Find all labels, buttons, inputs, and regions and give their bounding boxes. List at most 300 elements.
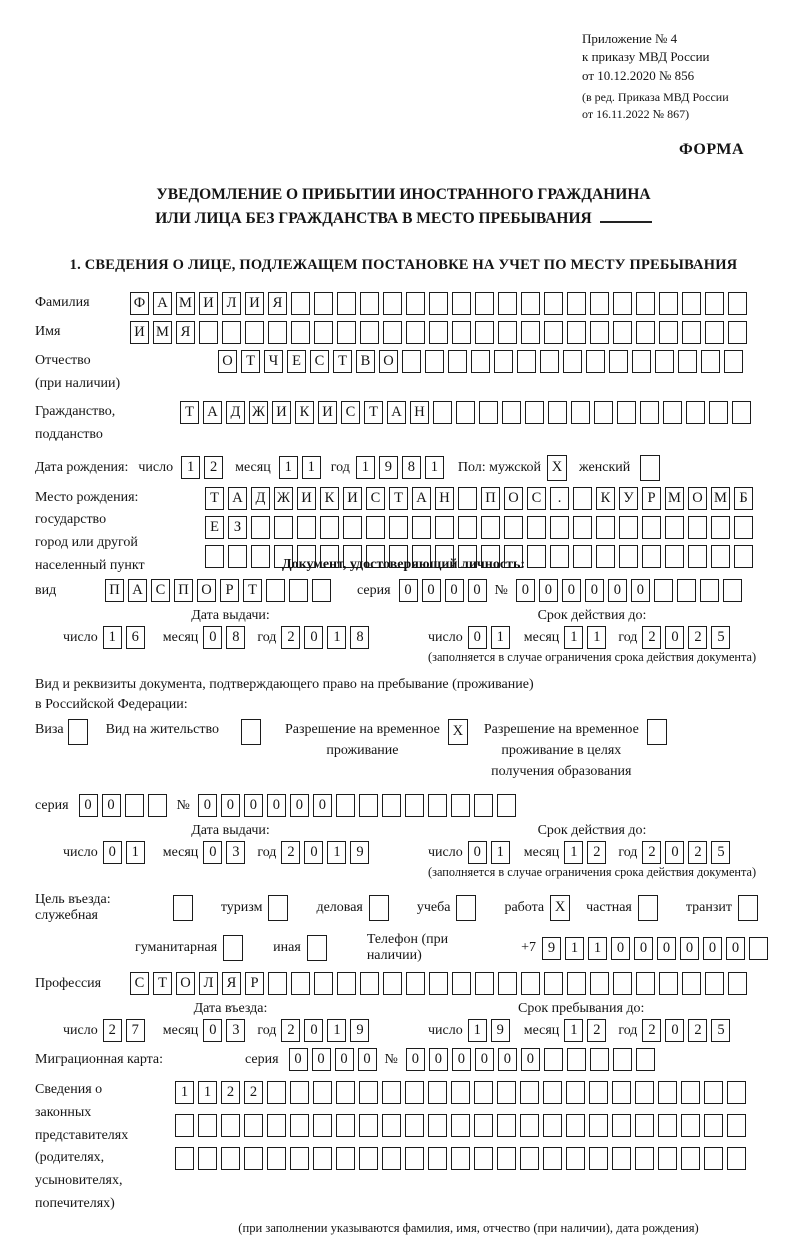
char-cell[interactable]: 0: [498, 1048, 517, 1071]
char-cell[interactable]: О: [504, 487, 523, 510]
char-cell[interactable]: 0: [680, 937, 699, 960]
char-cell[interactable]: [435, 516, 454, 539]
char-cell[interactable]: Д: [226, 401, 245, 424]
char-cell[interactable]: [474, 1147, 493, 1170]
char-cell[interactable]: Л: [199, 972, 218, 995]
char-cell[interactable]: [586, 350, 605, 373]
char-cell[interactable]: [198, 1147, 217, 1170]
char-cell[interactable]: И: [245, 292, 264, 315]
char-cell[interactable]: [268, 972, 287, 995]
char-cell[interactable]: [336, 1147, 355, 1170]
char-cell[interactable]: 0: [79, 794, 98, 817]
char-cell[interactable]: 1: [564, 1019, 583, 1042]
char-cell[interactable]: [222, 321, 241, 344]
char-cell[interactable]: 5: [711, 626, 730, 649]
char-cell[interactable]: Д: [251, 487, 270, 510]
char-cell[interactable]: [451, 1081, 470, 1104]
char-cell[interactable]: 0: [335, 1048, 354, 1071]
char-cell[interactable]: О: [379, 350, 398, 373]
char-cell[interactable]: 1: [181, 456, 200, 479]
char-cell[interactable]: [173, 895, 193, 921]
char-cell[interactable]: 0: [406, 1048, 425, 1071]
char-cell[interactable]: [412, 516, 431, 539]
char-cell[interactable]: Т: [205, 487, 224, 510]
char-cell[interactable]: 0: [608, 579, 627, 602]
char-cell[interactable]: [205, 545, 224, 568]
char-cell[interactable]: [728, 972, 747, 995]
char-cell[interactable]: [681, 1147, 700, 1170]
char-cell[interactable]: О: [218, 350, 237, 373]
char-cell[interactable]: [636, 321, 655, 344]
char-cell[interactable]: 1: [356, 456, 375, 479]
char-cell[interactable]: [366, 516, 385, 539]
char-cell[interactable]: [290, 1081, 309, 1104]
char-cell[interactable]: [428, 1081, 447, 1104]
char-cell[interactable]: [723, 579, 742, 602]
char-cell[interactable]: [223, 935, 243, 961]
char-cell[interactable]: [228, 545, 247, 568]
char-cell[interactable]: 1: [175, 1081, 194, 1104]
char-cell[interactable]: [520, 1081, 539, 1104]
char-cell[interactable]: Ф: [130, 292, 149, 315]
char-cell[interactable]: 5: [711, 1019, 730, 1042]
char-cell[interactable]: [681, 1114, 700, 1137]
char-cell[interactable]: 0: [244, 794, 263, 817]
char-cell[interactable]: [642, 545, 661, 568]
char-cell[interactable]: [540, 350, 559, 373]
char-cell[interactable]: И: [199, 292, 218, 315]
char-cell[interactable]: М: [153, 321, 172, 344]
char-cell[interactable]: 1: [279, 456, 298, 479]
char-cell[interactable]: [527, 545, 546, 568]
char-cell[interactable]: 1: [564, 841, 583, 864]
char-cell[interactable]: [619, 516, 638, 539]
char-cell[interactable]: [429, 321, 448, 344]
char-cell[interactable]: [589, 1081, 608, 1104]
char-cell[interactable]: 1: [425, 456, 444, 479]
char-cell[interactable]: [266, 579, 285, 602]
char-cell[interactable]: 0: [665, 841, 684, 864]
char-cell[interactable]: [405, 1081, 424, 1104]
char-cell[interactable]: [612, 1114, 631, 1137]
char-cell[interactable]: 9: [350, 841, 369, 864]
char-cell[interactable]: [663, 401, 682, 424]
char-cell[interactable]: [245, 321, 264, 344]
char-cell[interactable]: 9: [542, 937, 561, 960]
char-cell[interactable]: 0: [399, 579, 418, 602]
char-cell[interactable]: [382, 1147, 401, 1170]
char-cell[interactable]: [497, 1114, 516, 1137]
char-cell[interactable]: [456, 401, 475, 424]
char-cell[interactable]: [148, 794, 167, 817]
char-cell[interactable]: [711, 545, 730, 568]
char-cell[interactable]: [497, 1081, 516, 1104]
char-cell[interactable]: [471, 350, 490, 373]
char-cell[interactable]: [474, 1081, 493, 1104]
char-cell[interactable]: [704, 1147, 723, 1170]
char-cell[interactable]: 2: [244, 1081, 263, 1104]
char-cell[interactable]: [705, 321, 724, 344]
char-cell[interactable]: Е: [287, 350, 306, 373]
char-cell[interactable]: П: [105, 579, 124, 602]
char-cell[interactable]: 0: [516, 579, 535, 602]
char-cell[interactable]: [655, 350, 674, 373]
char-cell[interactable]: [573, 516, 592, 539]
char-cell[interactable]: [475, 972, 494, 995]
char-cell[interactable]: [682, 292, 701, 315]
char-cell[interactable]: [406, 292, 425, 315]
char-cell[interactable]: [314, 321, 333, 344]
char-cell[interactable]: 0: [203, 626, 222, 649]
char-cell[interactable]: [700, 579, 719, 602]
char-cell[interactable]: [681, 1081, 700, 1104]
char-cell[interactable]: С: [130, 972, 149, 995]
char-cell[interactable]: [686, 401, 705, 424]
char-cell[interactable]: [724, 350, 743, 373]
char-cell[interactable]: [544, 292, 563, 315]
char-cell[interactable]: [573, 545, 592, 568]
char-cell[interactable]: [544, 972, 563, 995]
char-cell[interactable]: [563, 350, 582, 373]
char-cell[interactable]: 0: [102, 794, 121, 817]
char-cell[interactable]: [267, 1147, 286, 1170]
char-cell[interactable]: [567, 1048, 586, 1071]
char-cell[interactable]: 1: [468, 1019, 487, 1042]
char-cell[interactable]: [688, 545, 707, 568]
char-cell[interactable]: [383, 972, 402, 995]
char-cell[interactable]: [336, 794, 355, 817]
char-cell[interactable]: [498, 972, 517, 995]
char-cell[interactable]: [406, 321, 425, 344]
char-cell[interactable]: [244, 1114, 263, 1137]
char-cell[interactable]: [550, 516, 569, 539]
char-cell[interactable]: 1: [327, 1019, 346, 1042]
char-cell[interactable]: М: [176, 292, 195, 315]
char-cell[interactable]: [452, 972, 471, 995]
char-cell[interactable]: [520, 1114, 539, 1137]
char-cell[interactable]: [474, 1114, 493, 1137]
char-cell[interactable]: [125, 794, 144, 817]
char-cell[interactable]: [359, 1081, 378, 1104]
char-cell[interactable]: 0: [468, 579, 487, 602]
char-cell[interactable]: [566, 1081, 585, 1104]
char-cell[interactable]: [451, 794, 470, 817]
char-cell[interactable]: Т: [364, 401, 383, 424]
char-cell[interactable]: О: [197, 579, 216, 602]
char-cell[interactable]: [738, 895, 758, 921]
char-cell[interactable]: Р: [220, 579, 239, 602]
char-cell[interactable]: [221, 1147, 240, 1170]
char-cell[interactable]: 0: [422, 579, 441, 602]
char-cell[interactable]: 0: [634, 937, 653, 960]
char-cell[interactable]: [617, 401, 636, 424]
char-cell[interactable]: 2: [642, 841, 661, 864]
char-cell[interactable]: [640, 455, 660, 481]
char-cell[interactable]: [711, 516, 730, 539]
char-cell[interactable]: 0: [304, 841, 323, 864]
char-cell[interactable]: 0: [313, 794, 332, 817]
char-cell[interactable]: Т: [333, 350, 352, 373]
char-cell[interactable]: [613, 972, 632, 995]
char-cell[interactable]: [613, 321, 632, 344]
char-cell[interactable]: К: [596, 487, 615, 510]
char-cell[interactable]: 0: [289, 1048, 308, 1071]
char-cell[interactable]: [658, 1114, 677, 1137]
char-cell[interactable]: 1: [198, 1081, 217, 1104]
char-cell[interactable]: [290, 1114, 309, 1137]
char-cell[interactable]: [456, 895, 476, 921]
char-cell[interactable]: В: [356, 350, 375, 373]
char-cell[interactable]: [638, 895, 658, 921]
char-cell[interactable]: Л: [222, 292, 241, 315]
char-cell[interactable]: [727, 1114, 746, 1137]
char-cell[interactable]: Т: [243, 579, 262, 602]
char-cell[interactable]: 5: [711, 841, 730, 864]
char-cell[interactable]: [291, 321, 310, 344]
char-cell[interactable]: [337, 972, 356, 995]
char-cell[interactable]: [497, 794, 516, 817]
char-cell[interactable]: [502, 401, 521, 424]
char-cell[interactable]: [320, 516, 339, 539]
char-cell[interactable]: [727, 1147, 746, 1170]
char-cell[interactable]: Т: [389, 487, 408, 510]
char-cell[interactable]: [504, 516, 523, 539]
char-cell[interactable]: [659, 292, 678, 315]
char-cell[interactable]: [497, 1147, 516, 1170]
char-cell[interactable]: [677, 579, 696, 602]
char-cell[interactable]: [704, 1081, 723, 1104]
char-cell[interactable]: 9: [379, 456, 398, 479]
char-cell[interactable]: [705, 292, 724, 315]
char-cell[interactable]: С: [310, 350, 329, 373]
char-cell[interactable]: 0: [665, 626, 684, 649]
char-cell[interactable]: 1: [302, 456, 321, 479]
char-cell[interactable]: 0: [290, 794, 309, 817]
char-cell[interactable]: [343, 516, 362, 539]
char-cell[interactable]: [405, 1147, 424, 1170]
char-cell[interactable]: [383, 321, 402, 344]
char-cell[interactable]: М: [711, 487, 730, 510]
char-cell[interactable]: 3: [226, 1019, 245, 1042]
char-cell[interactable]: [383, 292, 402, 315]
char-cell[interactable]: И: [318, 401, 337, 424]
char-cell[interactable]: 8: [350, 626, 369, 649]
char-cell[interactable]: [498, 321, 517, 344]
char-cell[interactable]: [175, 1147, 194, 1170]
char-cell[interactable]: [665, 516, 684, 539]
char-cell[interactable]: [688, 516, 707, 539]
char-cell[interactable]: [678, 350, 697, 373]
char-cell[interactable]: Ж: [274, 487, 293, 510]
char-cell[interactable]: [405, 1114, 424, 1137]
char-cell[interactable]: [659, 972, 678, 995]
char-cell[interactable]: X: [547, 455, 567, 481]
char-cell[interactable]: [360, 321, 379, 344]
char-cell[interactable]: 0: [304, 626, 323, 649]
char-cell[interactable]: У: [619, 487, 638, 510]
char-cell[interactable]: [360, 292, 379, 315]
char-cell[interactable]: [452, 321, 471, 344]
char-cell[interactable]: [336, 1114, 355, 1137]
char-cell[interactable]: [596, 545, 615, 568]
char-cell[interactable]: [313, 1081, 332, 1104]
char-cell[interactable]: 6: [126, 626, 145, 649]
char-cell[interactable]: [475, 292, 494, 315]
char-cell[interactable]: 0: [631, 579, 650, 602]
char-cell[interactable]: А: [228, 487, 247, 510]
char-cell[interactable]: 2: [204, 456, 223, 479]
char-cell[interactable]: [550, 545, 569, 568]
char-cell[interactable]: X: [448, 719, 468, 745]
char-cell[interactable]: 0: [521, 1048, 540, 1071]
char-cell[interactable]: [734, 545, 753, 568]
char-cell[interactable]: [659, 321, 678, 344]
char-cell[interactable]: 0: [452, 1048, 471, 1071]
char-cell[interactable]: Р: [642, 487, 661, 510]
char-cell[interactable]: [619, 545, 638, 568]
char-cell[interactable]: 1: [491, 841, 510, 864]
char-cell[interactable]: [494, 350, 513, 373]
char-cell[interactable]: [359, 1114, 378, 1137]
char-cell[interactable]: [336, 1081, 355, 1104]
char-cell[interactable]: 1: [491, 626, 510, 649]
char-cell[interactable]: 0: [267, 794, 286, 817]
char-cell[interactable]: [590, 972, 609, 995]
char-cell[interactable]: [451, 1114, 470, 1137]
char-cell[interactable]: [525, 401, 544, 424]
char-cell[interactable]: 8: [226, 626, 245, 649]
char-cell[interactable]: [590, 1048, 609, 1071]
char-cell[interactable]: 2: [688, 841, 707, 864]
char-cell[interactable]: Я: [268, 292, 287, 315]
char-cell[interactable]: 1: [565, 937, 584, 960]
char-cell[interactable]: X: [550, 895, 570, 921]
char-cell[interactable]: [734, 516, 753, 539]
char-cell[interactable]: [521, 321, 540, 344]
char-cell[interactable]: Р: [245, 972, 264, 995]
char-cell[interactable]: Н: [410, 401, 429, 424]
char-cell[interactable]: 0: [103, 841, 122, 864]
char-cell[interactable]: [175, 1114, 194, 1137]
char-cell[interactable]: [642, 516, 661, 539]
char-cell[interactable]: Е: [205, 516, 224, 539]
char-cell[interactable]: [428, 1147, 447, 1170]
char-cell[interactable]: Т: [241, 350, 260, 373]
char-cell[interactable]: 0: [203, 841, 222, 864]
char-cell[interactable]: [590, 321, 609, 344]
char-cell[interactable]: З: [228, 516, 247, 539]
char-cell[interactable]: 8: [402, 456, 421, 479]
char-cell[interactable]: [635, 1114, 654, 1137]
char-cell[interactable]: С: [366, 487, 385, 510]
char-cell[interactable]: 9: [350, 1019, 369, 1042]
char-cell[interactable]: [613, 1048, 632, 1071]
char-cell[interactable]: [521, 972, 540, 995]
char-cell[interactable]: 2: [281, 1019, 300, 1042]
char-cell[interactable]: [267, 1081, 286, 1104]
char-cell[interactable]: [647, 719, 667, 745]
char-cell[interactable]: [297, 516, 316, 539]
char-cell[interactable]: [701, 350, 720, 373]
char-cell[interactable]: К: [295, 401, 314, 424]
char-cell[interactable]: [405, 794, 424, 817]
char-cell[interactable]: [289, 579, 308, 602]
char-cell[interactable]: [428, 1114, 447, 1137]
char-cell[interactable]: С: [341, 401, 360, 424]
char-cell[interactable]: 7: [126, 1019, 145, 1042]
char-cell[interactable]: [475, 321, 494, 344]
char-cell[interactable]: [544, 1048, 563, 1071]
char-cell[interactable]: [481, 516, 500, 539]
char-cell[interactable]: И: [297, 487, 316, 510]
char-cell[interactable]: [632, 350, 651, 373]
char-cell[interactable]: [307, 935, 327, 961]
char-cell[interactable]: Ч: [264, 350, 283, 373]
char-cell[interactable]: И: [343, 487, 362, 510]
char-cell[interactable]: [613, 292, 632, 315]
char-cell[interactable]: [654, 579, 673, 602]
char-cell[interactable]: [406, 972, 425, 995]
char-cell[interactable]: [425, 350, 444, 373]
char-cell[interactable]: 1: [587, 626, 606, 649]
char-cell[interactable]: [517, 350, 536, 373]
char-cell[interactable]: [658, 1081, 677, 1104]
char-cell[interactable]: Н: [435, 487, 454, 510]
char-cell[interactable]: 9: [491, 1019, 510, 1042]
char-cell[interactable]: [428, 794, 447, 817]
char-cell[interactable]: [337, 292, 356, 315]
char-cell[interactable]: И: [130, 321, 149, 344]
char-cell[interactable]: [382, 1081, 401, 1104]
char-cell[interactable]: [291, 972, 310, 995]
char-cell[interactable]: .: [550, 487, 569, 510]
char-cell[interactable]: [573, 487, 592, 510]
char-cell[interactable]: Т: [153, 972, 172, 995]
char-cell[interactable]: [590, 292, 609, 315]
char-cell[interactable]: 0: [726, 937, 745, 960]
char-cell[interactable]: 0: [665, 1019, 684, 1042]
char-cell[interactable]: [548, 401, 567, 424]
char-cell[interactable]: 2: [642, 1019, 661, 1042]
char-cell[interactable]: 0: [203, 1019, 222, 1042]
char-cell[interactable]: Б: [734, 487, 753, 510]
char-cell[interactable]: 1: [103, 626, 122, 649]
char-cell[interactable]: 2: [688, 1019, 707, 1042]
char-cell[interactable]: 1: [327, 841, 346, 864]
char-cell[interactable]: [474, 794, 493, 817]
char-cell[interactable]: [241, 719, 261, 745]
char-cell[interactable]: 2: [587, 841, 606, 864]
char-cell[interactable]: 1: [126, 841, 145, 864]
char-cell[interactable]: 0: [703, 937, 722, 960]
char-cell[interactable]: Я: [176, 321, 195, 344]
char-cell[interactable]: [594, 401, 613, 424]
char-cell[interactable]: [658, 1147, 677, 1170]
char-cell[interactable]: 0: [312, 1048, 331, 1071]
char-cell[interactable]: 0: [445, 579, 464, 602]
char-cell[interactable]: О: [688, 487, 707, 510]
char-cell[interactable]: [221, 1114, 240, 1137]
char-cell[interactable]: [636, 972, 655, 995]
char-cell[interactable]: [636, 1048, 655, 1071]
char-cell[interactable]: 0: [585, 579, 604, 602]
char-cell[interactable]: [636, 292, 655, 315]
char-cell[interactable]: [567, 321, 586, 344]
char-cell[interactable]: [429, 972, 448, 995]
char-cell[interactable]: И: [272, 401, 291, 424]
char-cell[interactable]: 2: [221, 1081, 240, 1104]
char-cell[interactable]: 0: [468, 626, 487, 649]
